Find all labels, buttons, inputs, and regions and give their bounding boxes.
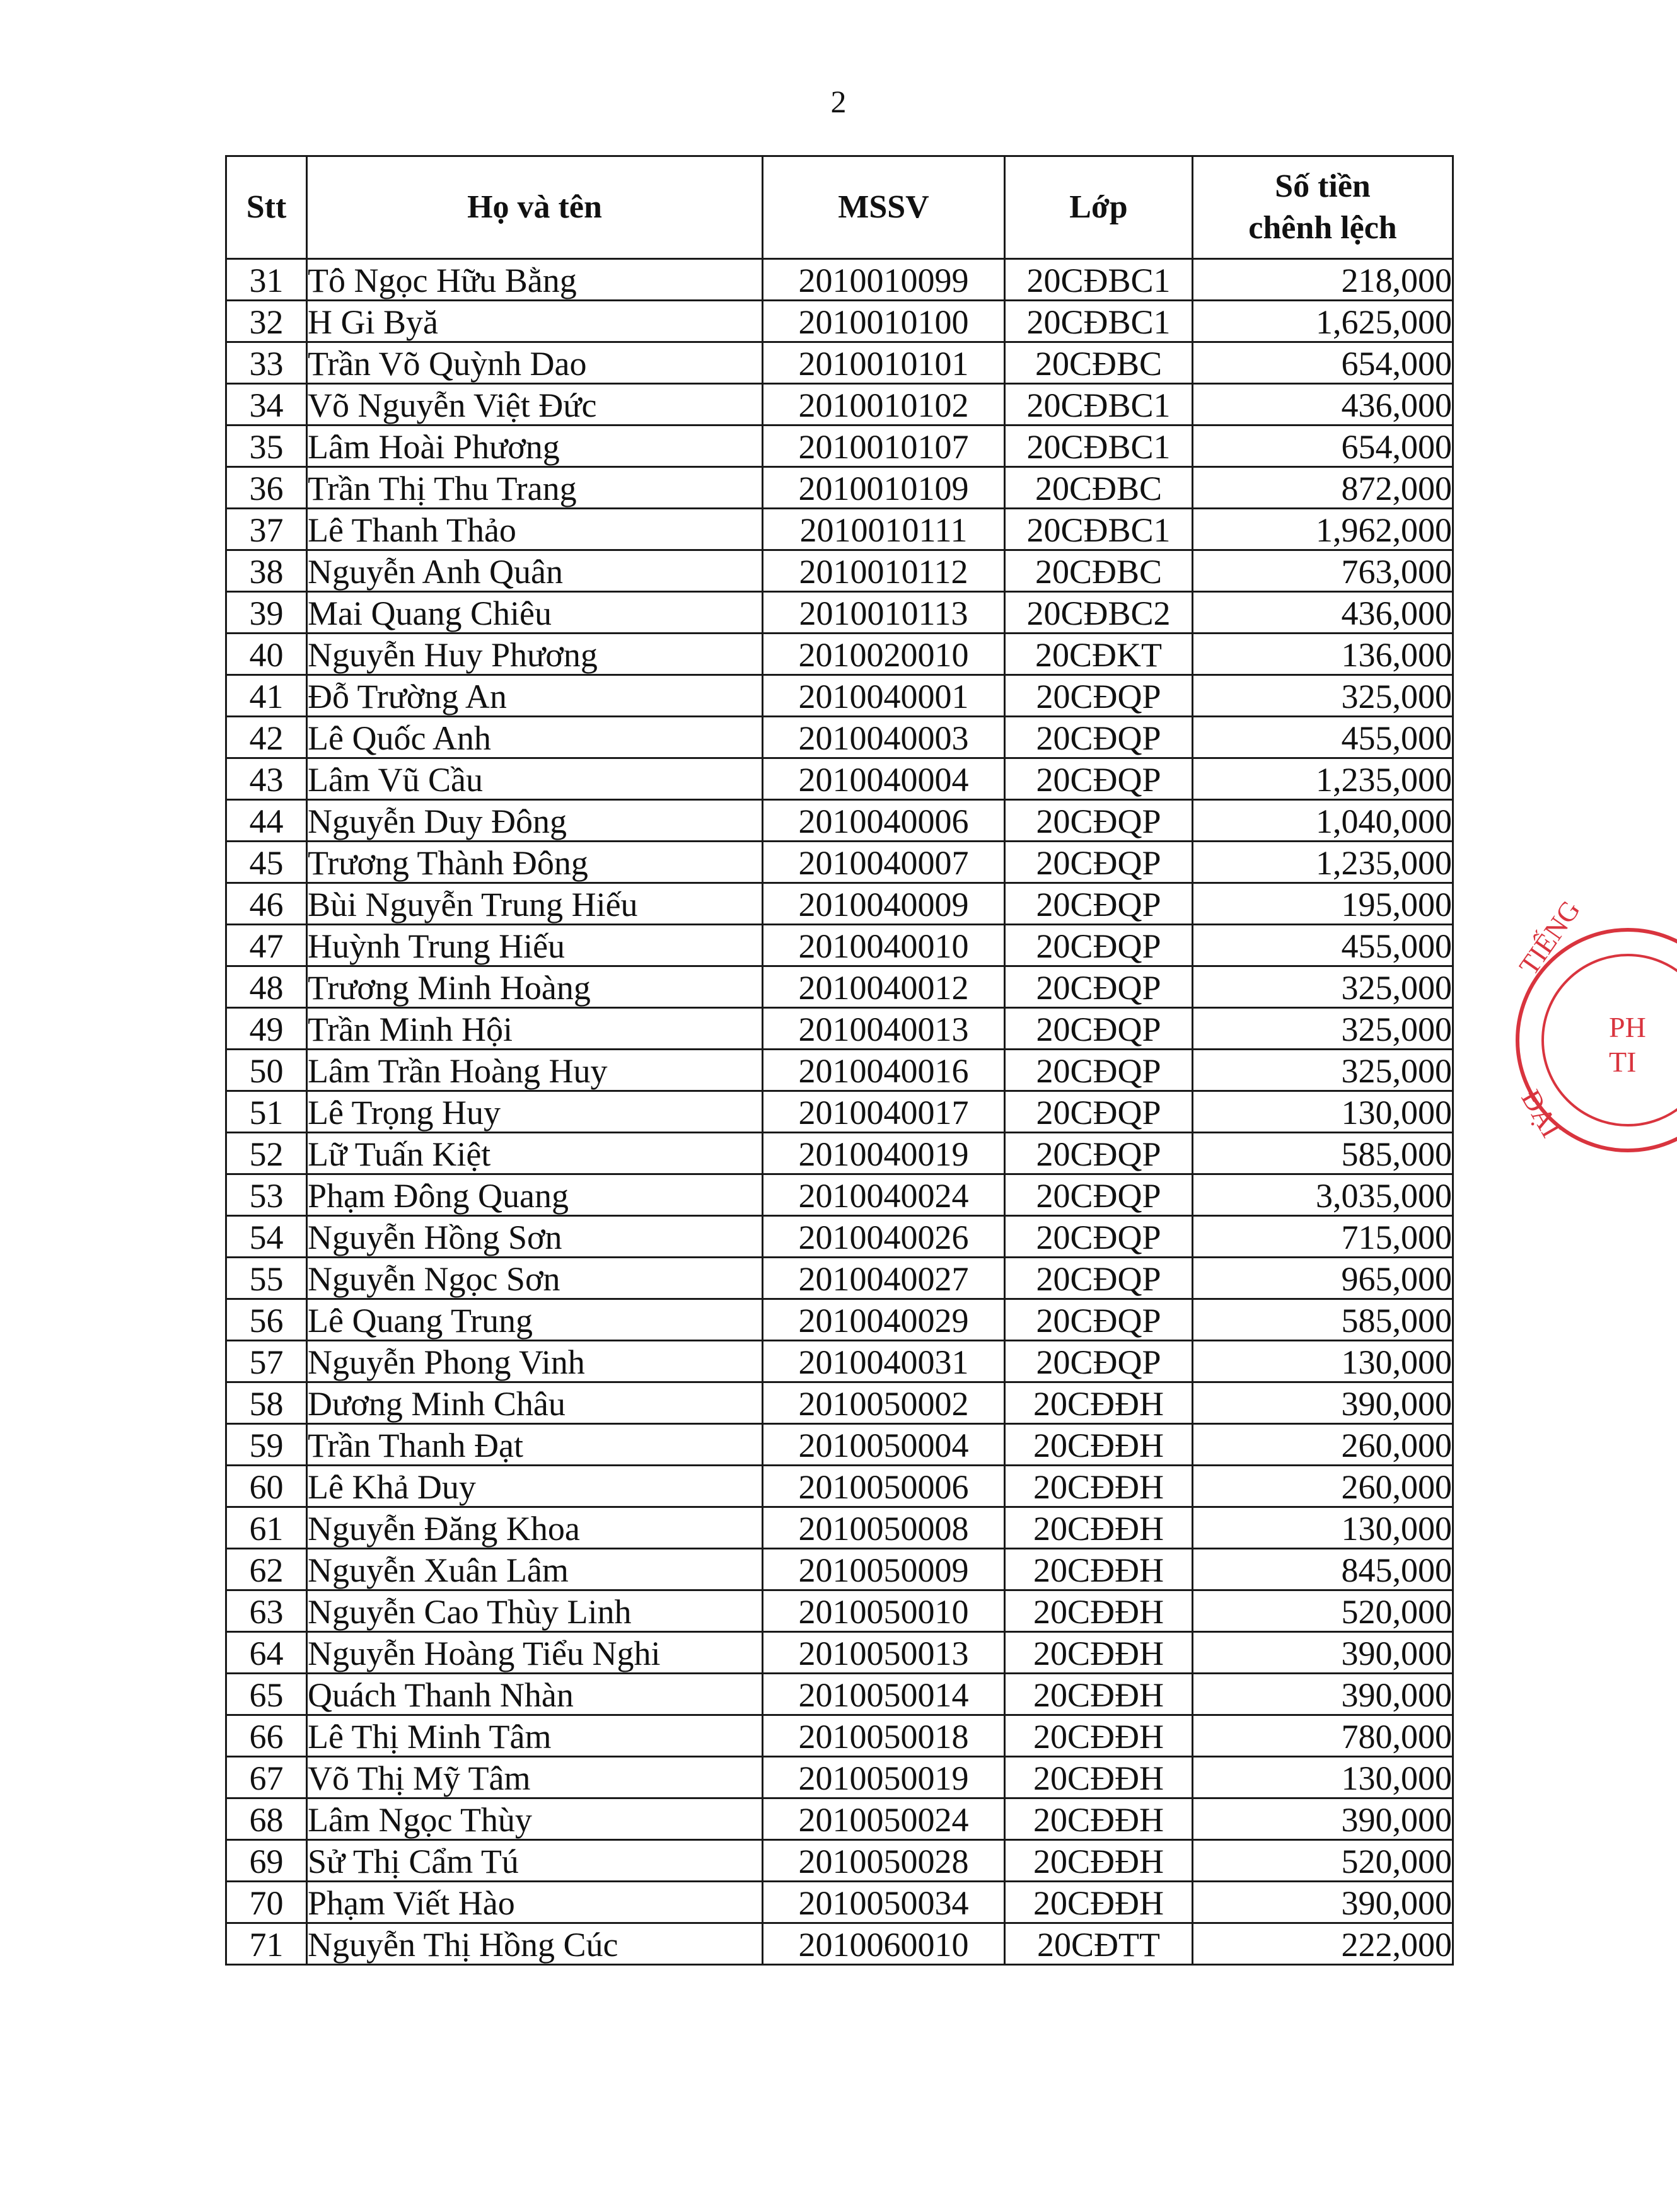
stamp-text-bottom: ĐẠI [1515, 1084, 1567, 1143]
header-lop: Lớp [1005, 156, 1193, 259]
table-row [226, 1715, 1453, 1757]
row-amount: 780,000 [1193, 1715, 1453, 1757]
table-row [226, 1923, 1453, 1965]
stamp-text-ti: TI [1609, 1046, 1637, 1078]
row-class: 20CĐĐH [1005, 1507, 1193, 1549]
row-class: 20CĐBC1 [1005, 426, 1193, 467]
row-amount: 325,000 [1193, 1008, 1453, 1050]
row-name: Trần Minh Hội [307, 1008, 763, 1050]
row-mssv: 2010050008 [763, 1507, 1005, 1549]
row-stt: 70 [226, 1882, 307, 1923]
header-stt: Stt [226, 156, 307, 259]
row-class: 20CĐĐH [1005, 1715, 1193, 1757]
row-name: Mai Quang Chiêu [307, 592, 763, 634]
row-stt: 51 [226, 1091, 307, 1133]
row-stt: 58 [226, 1382, 307, 1424]
row-stt: 39 [226, 592, 307, 634]
row-mssv: 2010010109 [763, 467, 1005, 509]
table-row [226, 842, 1453, 883]
row-mssv: 2010010111 [763, 509, 1005, 550]
row-mssv: 2010040019 [763, 1133, 1005, 1174]
row-name: Nguyễn Xuân Lâm [307, 1549, 763, 1590]
row-class: 20CĐĐH [1005, 1549, 1193, 1590]
row-name: Lâm Hoài Phương [307, 426, 763, 467]
row-stt: 47 [226, 925, 307, 966]
row-stt: 54 [226, 1216, 307, 1258]
row-name: Sử Thị Cẩm Tú [307, 1840, 763, 1882]
row-class: 20CĐQP [1005, 1008, 1193, 1050]
table-row [226, 1382, 1453, 1424]
table-row [226, 1674, 1453, 1715]
row-stt: 41 [226, 675, 307, 717]
row-amount: 195,000 [1193, 883, 1453, 925]
row-mssv: 2010010107 [763, 426, 1005, 467]
row-amount: 455,000 [1193, 717, 1453, 758]
table-row [226, 634, 1453, 675]
row-amount: 763,000 [1193, 550, 1453, 592]
table-row [226, 426, 1453, 467]
table-row [226, 1341, 1453, 1382]
table-row [226, 467, 1453, 509]
stamp-text-top: TIẾNG [1513, 895, 1586, 981]
row-stt: 67 [226, 1757, 307, 1798]
row-amount: 715,000 [1193, 1216, 1453, 1258]
row-class: 20CĐĐH [1005, 1382, 1193, 1424]
row-name: Đỗ Trường An [307, 675, 763, 717]
row-class: 20CĐBC [1005, 342, 1193, 384]
row-class: 20CĐBC [1005, 550, 1193, 592]
row-amount: 455,000 [1193, 925, 1453, 966]
row-amount: 1,235,000 [1193, 758, 1453, 800]
row-stt: 68 [226, 1798, 307, 1840]
row-stt: 34 [226, 384, 307, 426]
row-stt: 36 [226, 467, 307, 509]
table-row [226, 883, 1453, 925]
row-class: 20CĐQP [1005, 717, 1193, 758]
row-stt: 42 [226, 717, 307, 758]
row-name: Nguyễn Huy Phương [307, 634, 763, 675]
row-name: Nguyễn Hoàng Tiểu Nghi [307, 1632, 763, 1674]
row-class: 20CĐTT [1005, 1923, 1193, 1965]
row-stt: 62 [226, 1549, 307, 1590]
row-class: 20CĐQP [1005, 1091, 1193, 1133]
row-amount: 260,000 [1193, 1466, 1453, 1507]
table-row [226, 592, 1453, 634]
table-row [226, 1466, 1453, 1507]
header-mssv: MSSV [763, 156, 1005, 259]
row-amount: 325,000 [1193, 1050, 1453, 1091]
row-class: 20CĐQP [1005, 925, 1193, 966]
row-mssv: 2010010113 [763, 592, 1005, 634]
row-class: 20CĐQP [1005, 758, 1193, 800]
row-stt: 32 [226, 301, 307, 342]
table-row [226, 259, 1453, 301]
row-class: 20CĐĐH [1005, 1632, 1193, 1674]
table-row [226, 550, 1453, 592]
table-row [226, 1091, 1453, 1133]
row-amount: 585,000 [1193, 1133, 1453, 1174]
row-mssv: 2010050034 [763, 1882, 1005, 1923]
table-row [226, 509, 1453, 550]
row-class: 20CĐQP [1005, 966, 1193, 1008]
table-row [226, 1008, 1453, 1050]
table-row [226, 1507, 1453, 1549]
row-stt: 56 [226, 1299, 307, 1341]
row-stt: 48 [226, 966, 307, 1008]
header-amount-line2: chênh lệch [1248, 210, 1397, 246]
row-class: 20CĐQP [1005, 1174, 1193, 1216]
table-body [226, 259, 1453, 1965]
row-amount: 520,000 [1193, 1590, 1453, 1632]
table-row [226, 675, 1453, 717]
row-name: Lữ Tuấn Kiệt [307, 1133, 763, 1174]
row-name: Tô Ngọc Hữu Bằng [307, 259, 763, 301]
row-class: 20CĐĐH [1005, 1466, 1193, 1507]
row-name: Trần Thị Thu Trang [307, 467, 763, 509]
tuition-difference-table [225, 155, 1454, 1966]
row-stt: 49 [226, 1008, 307, 1050]
row-name: Võ Nguyễn Việt Đức [307, 384, 763, 426]
row-mssv: 2010040001 [763, 675, 1005, 717]
table-row [226, 1216, 1453, 1258]
table-row [226, 1840, 1453, 1882]
row-mssv: 2010040010 [763, 925, 1005, 966]
row-amount: 1,040,000 [1193, 800, 1453, 842]
row-mssv: 2010040013 [763, 1008, 1005, 1050]
row-mssv: 2010040029 [763, 1299, 1005, 1341]
row-stt: 65 [226, 1674, 307, 1715]
table-row [226, 342, 1453, 384]
row-class: 20CĐQP [1005, 1050, 1193, 1091]
row-amount: 130,000 [1193, 1507, 1453, 1549]
table-row [226, 1590, 1453, 1632]
row-class: 20CĐBC1 [1005, 301, 1193, 342]
row-amount: 872,000 [1193, 467, 1453, 509]
row-amount: 222,000 [1193, 1923, 1453, 1965]
row-class: 20CĐQP [1005, 1299, 1193, 1341]
table-row [226, 1798, 1453, 1840]
row-name: Bùi Nguyễn Trung Hiếu [307, 883, 763, 925]
row-mssv: 2010010100 [763, 301, 1005, 342]
row-class: 20CĐQP [1005, 883, 1193, 925]
row-name: Nguyễn Đăng Khoa [307, 1507, 763, 1549]
row-amount: 1,625,000 [1193, 301, 1453, 342]
table-row [226, 1174, 1453, 1216]
row-stt: 61 [226, 1507, 307, 1549]
row-name: Nguyễn Anh Quân [307, 550, 763, 592]
row-mssv: 2010050006 [763, 1466, 1005, 1507]
row-stt: 55 [226, 1258, 307, 1299]
row-mssv: 2010050019 [763, 1757, 1005, 1798]
row-name: Lâm Vũ Cầu [307, 758, 763, 800]
row-class: 20CĐQP [1005, 1258, 1193, 1299]
row-name: Nguyễn Cao Thùy Linh [307, 1590, 763, 1632]
row-amount: 130,000 [1193, 1091, 1453, 1133]
row-stt: 64 [226, 1632, 307, 1674]
row-class: 20CĐĐH [1005, 1840, 1193, 1882]
row-name: Trương Thành Đông [307, 842, 763, 883]
row-name: Quách Thanh Nhàn [307, 1674, 763, 1715]
row-mssv: 2010010102 [763, 384, 1005, 426]
row-stt: 66 [226, 1715, 307, 1757]
row-class: 20CĐĐH [1005, 1882, 1193, 1923]
row-amount: 845,000 [1193, 1549, 1453, 1590]
row-mssv: 2010010099 [763, 259, 1005, 301]
row-class: 20CĐĐH [1005, 1674, 1193, 1715]
row-amount: 654,000 [1193, 426, 1453, 467]
row-class: 20CĐQP [1005, 842, 1193, 883]
row-stt: 69 [226, 1840, 307, 1882]
header-amount [1193, 156, 1453, 259]
row-class: 20CĐQP [1005, 1133, 1193, 1174]
row-stt: 53 [226, 1174, 307, 1216]
row-mssv: 2010050002 [763, 1382, 1005, 1424]
row-class: 20CĐĐH [1005, 1757, 1193, 1798]
row-amount: 390,000 [1193, 1798, 1453, 1840]
row-mssv: 2010050024 [763, 1798, 1005, 1840]
row-mssv: 2010040006 [763, 800, 1005, 842]
row-name: Võ Thị Mỹ Tâm [307, 1757, 763, 1798]
row-mssv: 2010010101 [763, 342, 1005, 384]
table-row [226, 1299, 1453, 1341]
table-row [226, 717, 1453, 758]
row-amount: 218,000 [1193, 259, 1453, 301]
row-stt: 43 [226, 758, 307, 800]
row-mssv: 2010050009 [763, 1549, 1005, 1590]
row-amount: 436,000 [1193, 384, 1453, 426]
official-stamp [1495, 895, 1647, 1173]
row-class: 20CĐQP [1005, 800, 1193, 842]
row-name: Lâm Ngọc Thùy [307, 1798, 763, 1840]
table-header-row [226, 156, 1453, 259]
row-stt: 35 [226, 426, 307, 467]
page-number: 2 [830, 84, 847, 119]
row-stt: 37 [226, 509, 307, 550]
table-row [226, 1050, 1453, 1091]
row-mssv: 2010020010 [763, 634, 1005, 675]
row-amount: 520,000 [1193, 1840, 1453, 1882]
row-stt: 31 [226, 259, 307, 301]
row-amount: 585,000 [1193, 1299, 1453, 1341]
row-name: Lê Trọng Huy [307, 1091, 763, 1133]
table-row [226, 966, 1453, 1008]
row-mssv: 2010060010 [763, 1923, 1005, 1965]
table-row [226, 1424, 1453, 1466]
row-mssv: 2010050004 [763, 1424, 1005, 1466]
row-name: Lê Quốc Anh [307, 717, 763, 758]
table-row [226, 1882, 1453, 1923]
row-amount: 390,000 [1193, 1382, 1453, 1424]
row-class: 20CĐĐH [1005, 1424, 1193, 1466]
row-amount: 325,000 [1193, 675, 1453, 717]
row-mssv: 2010040007 [763, 842, 1005, 883]
row-stt: 71 [226, 1923, 307, 1965]
row-name: Lê Thị Minh Tâm [307, 1715, 763, 1757]
row-amount: 136,000 [1193, 634, 1453, 675]
row-amount: 965,000 [1193, 1258, 1453, 1299]
row-class: 20CĐQP [1005, 1216, 1193, 1258]
table-row [226, 301, 1453, 342]
row-mssv: 2010040024 [763, 1174, 1005, 1216]
table-row [226, 1133, 1453, 1174]
row-amount: 325,000 [1193, 966, 1453, 1008]
row-stt: 60 [226, 1466, 307, 1507]
row-name: Trần Thanh Đạt [307, 1424, 763, 1466]
header-amount-line1: Số tiền [1275, 168, 1371, 204]
table-row [226, 1549, 1453, 1590]
row-class: 20CĐBC2 [1005, 592, 1193, 634]
row-name: Trần Võ Quỳnh Dao [307, 342, 763, 384]
row-mssv: 2010050010 [763, 1590, 1005, 1632]
table-row [226, 800, 1453, 842]
row-mssv: 2010040004 [763, 758, 1005, 800]
row-name: Nguyễn Thị Hồng Cúc [307, 1923, 763, 1965]
table-row [226, 925, 1453, 966]
row-mssv: 2010040003 [763, 717, 1005, 758]
row-mssv: 2010040026 [763, 1216, 1005, 1258]
row-stt: 57 [226, 1341, 307, 1382]
row-mssv: 2010040017 [763, 1091, 1005, 1133]
row-class: 20CĐĐH [1005, 1798, 1193, 1840]
row-mssv: 2010040012 [763, 966, 1005, 1008]
row-amount: 390,000 [1193, 1632, 1453, 1674]
row-class: 20CĐQP [1005, 675, 1193, 717]
row-mssv: 2010040009 [763, 883, 1005, 925]
header-name: Họ và tên [307, 156, 763, 259]
row-name: Huỳnh Trung Hiếu [307, 925, 763, 966]
row-mssv: 2010040016 [763, 1050, 1005, 1091]
row-name: H Gi Byă [307, 301, 763, 342]
row-name: Lâm Trần Hoàng Huy [307, 1050, 763, 1091]
row-class: 20CĐBC [1005, 467, 1193, 509]
row-mssv: 2010050014 [763, 1674, 1005, 1715]
row-name: Nguyễn Ngọc Sơn [307, 1258, 763, 1299]
row-amount: 130,000 [1193, 1757, 1453, 1798]
row-mssv: 2010010112 [763, 550, 1005, 592]
row-amount: 1,235,000 [1193, 842, 1453, 883]
row-stt: 59 [226, 1424, 307, 1466]
row-stt: 33 [226, 342, 307, 384]
row-stt: 44 [226, 800, 307, 842]
row-amount: 436,000 [1193, 592, 1453, 634]
row-class: 20CĐQP [1005, 1341, 1193, 1382]
stamp-text-ph: PH [1609, 1011, 1646, 1043]
row-stt: 45 [226, 842, 307, 883]
row-stt: 63 [226, 1590, 307, 1632]
table-row [226, 384, 1453, 426]
row-name: Nguyễn Duy Đông [307, 800, 763, 842]
row-amount: 390,000 [1193, 1882, 1453, 1923]
row-stt: 52 [226, 1133, 307, 1174]
row-stt: 40 [226, 634, 307, 675]
row-amount: 130,000 [1193, 1341, 1453, 1382]
row-mssv: 2010040031 [763, 1341, 1005, 1382]
row-mssv: 2010050028 [763, 1840, 1005, 1882]
row-mssv: 2010050013 [763, 1632, 1005, 1674]
row-class: 20CĐĐH [1005, 1590, 1193, 1632]
row-amount: 654,000 [1193, 342, 1453, 384]
row-amount: 260,000 [1193, 1424, 1453, 1466]
row-mssv: 2010040027 [763, 1258, 1005, 1299]
row-stt: 38 [226, 550, 307, 592]
row-name: Nguyễn Phong Vinh [307, 1341, 763, 1382]
row-amount: 3,035,000 [1193, 1174, 1453, 1216]
row-name: Lê Thanh Thảo [307, 509, 763, 550]
row-name: Phạm Đông Quang [307, 1174, 763, 1216]
table-row [226, 1757, 1453, 1798]
row-amount: 390,000 [1193, 1674, 1453, 1715]
row-class: 20CĐBC1 [1005, 259, 1193, 301]
row-class: 20CĐBC1 [1005, 509, 1193, 550]
row-amount: 1,962,000 [1193, 509, 1453, 550]
row-stt: 46 [226, 883, 307, 925]
table-row [226, 1258, 1453, 1299]
row-name: Phạm Viết Hào [307, 1882, 763, 1923]
row-name: Lê Quang Trung [307, 1299, 763, 1341]
table-row [226, 1632, 1453, 1674]
row-stt: 50 [226, 1050, 307, 1091]
row-name: Lê Khả Duy [307, 1466, 763, 1507]
row-class: 20CĐKT [1005, 634, 1193, 675]
row-mssv: 2010050018 [763, 1715, 1005, 1757]
row-class: 20CĐBC1 [1005, 384, 1193, 426]
row-name: Dương Minh Châu [307, 1382, 763, 1424]
row-name: Nguyễn Hồng Sơn [307, 1216, 763, 1258]
table-row [226, 758, 1453, 800]
row-name: Trương Minh Hoàng [307, 966, 763, 1008]
